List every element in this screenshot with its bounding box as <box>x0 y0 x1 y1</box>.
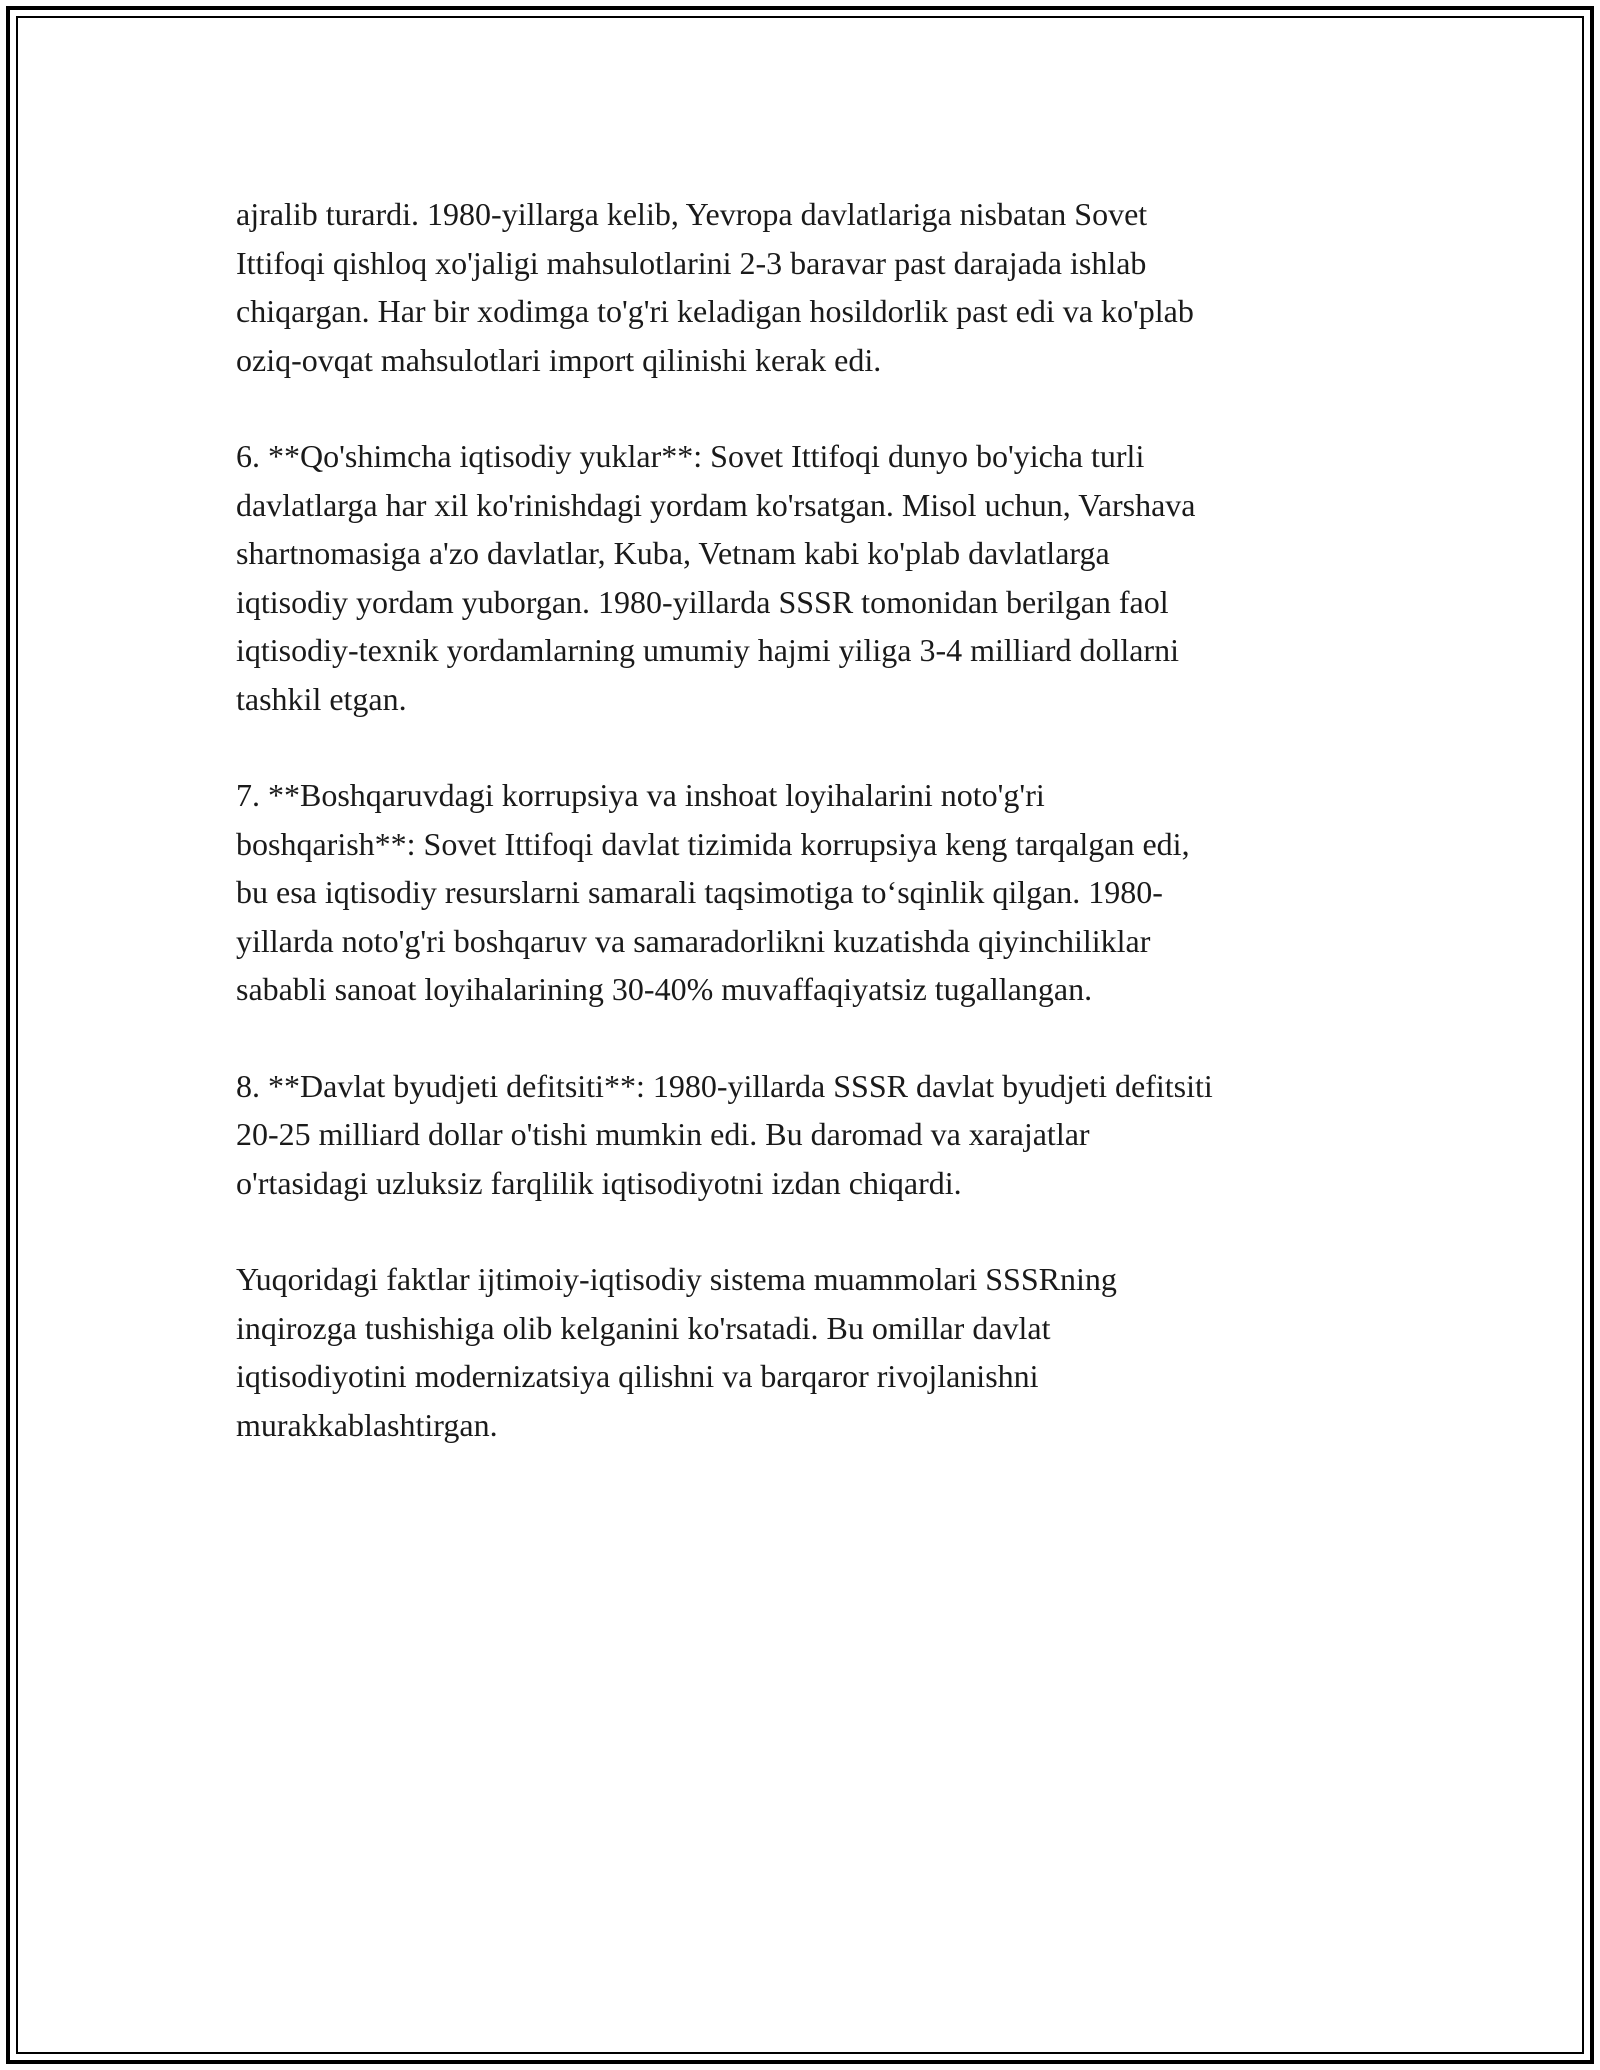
text-line: inqirozga tushishiga olib kelganini ko'rsatadi. Bu omillar davlat <box>236 1309 1051 1346</box>
text-line: 6. **Qo'shimcha iqtisodiy yuklar**: Sovet Ittifoqi dunyo bo'yicha turli <box>236 438 1145 474</box>
text-line: bu esa iqtisodiy resurslarni samarali taqsimotiga to‘sqinlik qilgan. 1980- <box>236 874 1163 910</box>
text-line: 8. **Davlat byudjeti defitsiti**: 1980-yillarda SSSR davlat byudjeti defitsiti <box>236 1067 1213 1104</box>
text-line: tashkil etgan. <box>236 680 407 717</box>
text-line: yillarda noto'g'ri boshqaruv va samaradorlikni kuzatishda qiyinchiliklar <box>236 922 1151 959</box>
document-body <box>236 190 1361 1497</box>
text-line: murakkablashtirgan. <box>236 1406 498 1443</box>
paragraph-item-8 <box>236 1062 1361 1208</box>
text-line: o'rtasidagi uzluksiz farqlilik iqtisodiyotni izdan chiqardi. <box>236 1164 962 1201</box>
text-line: iqtisodiy-texnik yordamlarning umumiy hajmi yiliga 3-4 milliard dollarni <box>236 632 1179 668</box>
paragraph-conclusion <box>236 1255 1361 1449</box>
text-line: chiqargan. Har bir xodimga to'g'ri keladigan hosildorlik past edi va ko'plab <box>236 293 1194 329</box>
text-line: Ittifoqi qishloq xo'jaligi mahsulotlarini 2-3 baravar past darajada ishlab <box>236 244 1147 281</box>
paragraph-item-7 <box>236 771 1361 1014</box>
text-line: shartnomasiga a'zo davlatlar, Kuba, Vetnam kabi ko'plab davlatlarga <box>236 535 1110 571</box>
text-line: davlatlarga har xil ko'rinishdagi yordam ko'rsatgan. Misol uchun, Varshava <box>236 486 1196 523</box>
text-line: iqtisodiyotini modernizatsiya qilishni va barqaror rivojlanishni <box>236 1358 1039 1394</box>
text-line: iqtisodiy yordam yuborgan. 1980-yillarda SSSR tomonidan berilgan faol <box>236 583 1169 620</box>
text-line: ajralib turardi. 1980-yillarga kelib, Yevropa davlatlariga nisbatan Sovet <box>236 196 1148 232</box>
text-line: sababli sanoat loyihalarining 30-40% muvaffaqiyatsiz tugallangan. <box>236 971 1093 1007</box>
paragraph-item-6 <box>236 432 1361 723</box>
text-line: 20-25 milliard dollar o'tishi mumkin edi. Bu daromad va xarajatlar <box>236 1116 1090 1152</box>
text-line: Yuqoridagi faktlar ijtimoiy-iqtisodiy sistema muammolari SSSRning <box>236 1261 1117 1297</box>
text-line: oziq-ovqat mahsulotlari import qilinishi kerak edi. <box>236 341 882 378</box>
text-line: 7. **Boshqaruvdagi korrupsiya va inshoat loyihalarini noto'g'ri <box>236 777 1045 813</box>
text-line: boshqarish**: Sovet Ittifoqi davlat tizimida korrupsiya keng tarqalgan edi, <box>236 825 1190 862</box>
paragraph-agriculture <box>236 190 1361 384</box>
